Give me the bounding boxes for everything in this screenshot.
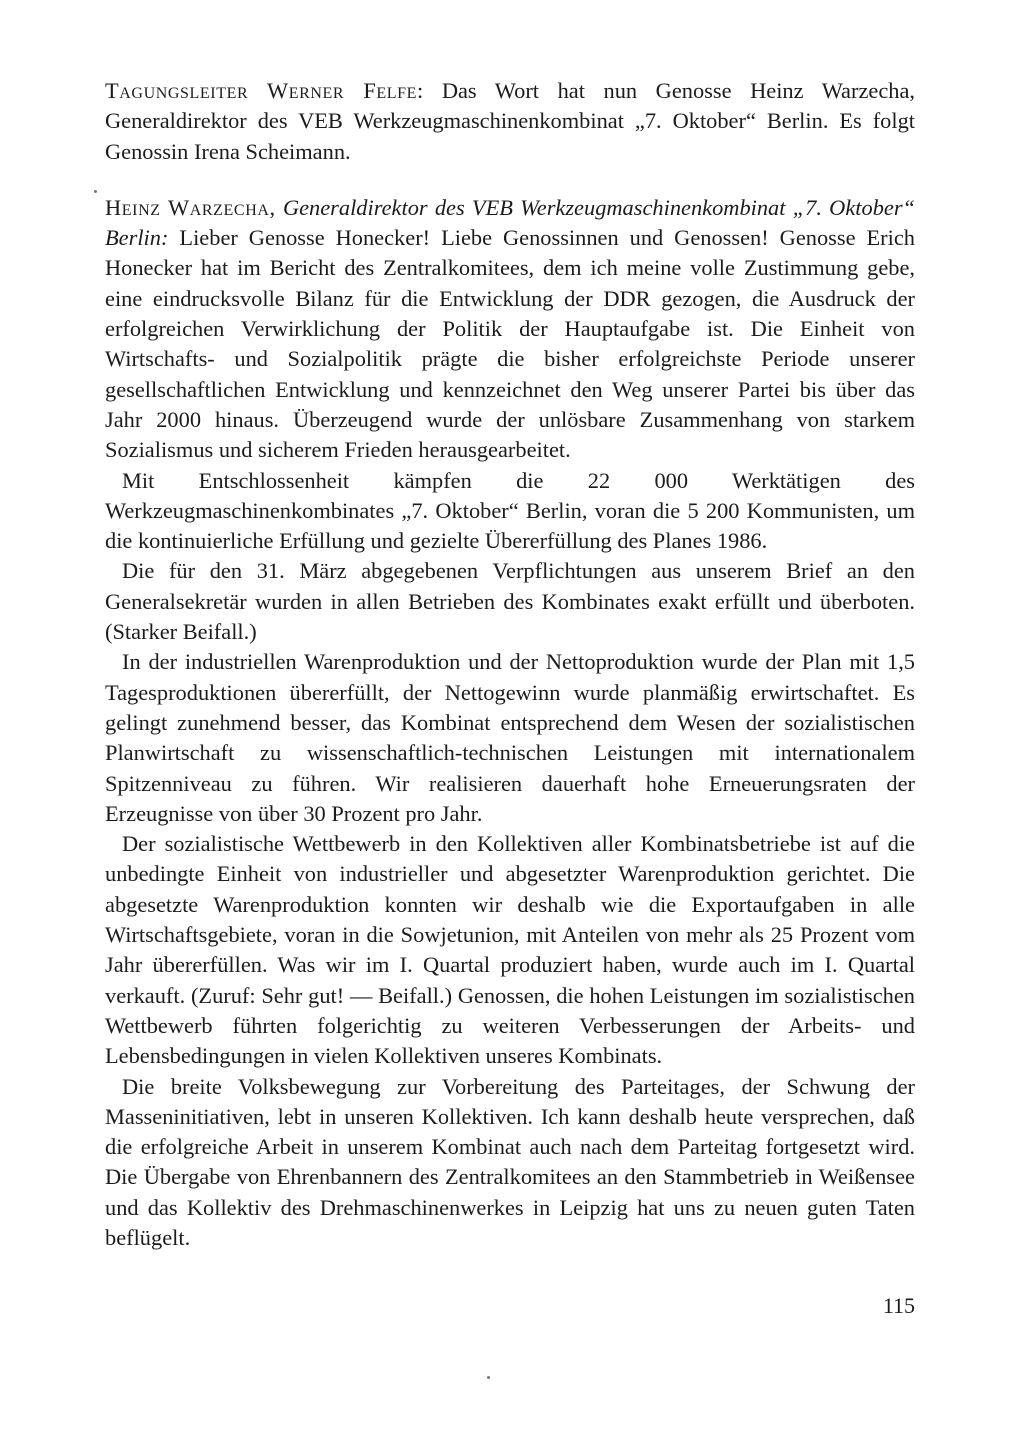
speaker-name-warzecha: Heinz Warzecha,	[105, 194, 276, 220]
speech-opening-text: Lieber Genosse Honecker! Liebe Genossinnen und Genossen! Genosse Erich Honecker hat im Bericht des Zentralkomitees, dem ich meine volle Zustimmung gebe, eine eindrucksvolle Bilanz für die Entwicklung der DDR gezogen, die Ausdruck der erfolgreichen Verwirklichung der Politik der Hauptaufgabe ist. Die Einheit von Wirtschafts- und Sozialpolitik prägte die bisher erfolgreichste Periode unserer gesellschaftlichen Entwicklung und kennzeichnet den Weg unserer Partei bis über das Jahr 2000 hinaus. Überzeugend wurde der unlösbare Zusammenhang von starkem Sozialismus und sicherem Frieden herausgearbeitet.	[105, 225, 915, 463]
page-number: 115	[882, 1293, 915, 1318]
speech-opening	[105, 193, 915, 466]
speech-paragraph: Der sozialistische Wettbewerb in den Kollektiven aller Kombinatsbetriebe ist auf die unbedingte Einheit von industrieller und abgesetzter Warenproduktion gerichtet. Die abgesetzte Warenproduktion konnten wir deshalb wie die Exportaufgaben in alle Wirtschaftsgebiete, voran in die Sowjetunion, mit Anteilen von mehr als 25 Prozent vom Jahr übererfüllen. Was wir im I. Quartal produziert haben, wurde auch im I. Quartal verkauft. (Zuruf: Sehr gut! — Beifall.) Genossen, die hohen Leistungen im sozialistischen Wettbewerb führten folgerichtig zu weiteren Verbesserungen der Arbeits- und Lebensbedingungen in vielen Kollektiven unseres Kombinats.	[105, 831, 915, 1069]
speaker-title: Generaldirektor des VEB Werkzeugmaschinenkombinat „7. Oktober“ Berlin:	[105, 194, 915, 251]
speech-paragraph: Mit Entschlossenheit kämpfen die 22 000 Werktätigen des Werkzeugmaschinenkombinates „7. Oktober“ Berlin, voran die 5 200 Kommunisten, um die kontinuierliche Erfüllung und gezielte Übererfüllung des Planes 1986.	[105, 467, 915, 554]
announcement-text: Das Wort hat nun Genosse Heinz Warzecha, Generaldirektor des VEB Werkzeugmaschinenkombinat „7. Oktober“ Berlin. Es folgt Genossin Irena Scheimann.	[105, 78, 915, 164]
speaker-name-felfe: Tagungsleiter Werner Felfe	[105, 78, 418, 103]
speech-paragraph: Die breite Volksbewegung zur Vorbereitung des Parteitages, der Schwung der Masseninitiativen, lebt in unseren Kollektiven. Ich kann deshalb heute versprechen, daß die erfolgreiche Arbeit in unserem Kombinat auch nach dem Parteitag fortgesetzt wird. Die Übergabe von Ehrenbannern des Zentralkomitees an den Stammbetrieb in Weißensee und das Kollektiv des Drehmaschinenwerkes in Leipzig hat uns zu neuen guten Taten beflügelt.	[105, 1073, 915, 1250]
speech-paragraph: In der industriellen Warenproduktion und der Nettoproduktion wurde der Plan mit 1,5 Tagesproduktionen übererfüllt, der Nettogewinn wurde planmäßig erwirtschaftet. Es gelingt zunehmend besser, das Kombinat entsprechend dem Wesen der sozialistischen Planwirtschaft zu wissenschaftlich-technischen Leistungen mit internationalem Spitzenniveau zu führen. Wir realisieren dauerhaft hohe Erneuerungsraten der Erzeugnisse von über 30 Prozent pro Jahr.	[105, 649, 915, 826]
speech-paragraph: Die für den 31. März abgegebenen Verpflichtungen aus unserem Brief an den Generalsekretär wurden in allen Betrieben des Kombinates exakt erfüllt und überboten. (Starker Beifall.)	[105, 558, 915, 645]
chair-announcement: Tagungsleiter Werner Felfe: Das Wort hat nun Genosse Heinz Warzecha, Generaldirektor des VEB Werkzeugmaschinenkombinat „7. Oktober“ Berlin. Es folgt Genossin Irena Scheimann.	[105, 78, 915, 164]
print-speck	[487, 1376, 490, 1379]
document-body	[105, 76, 915, 1253]
print-speck	[94, 190, 97, 193]
